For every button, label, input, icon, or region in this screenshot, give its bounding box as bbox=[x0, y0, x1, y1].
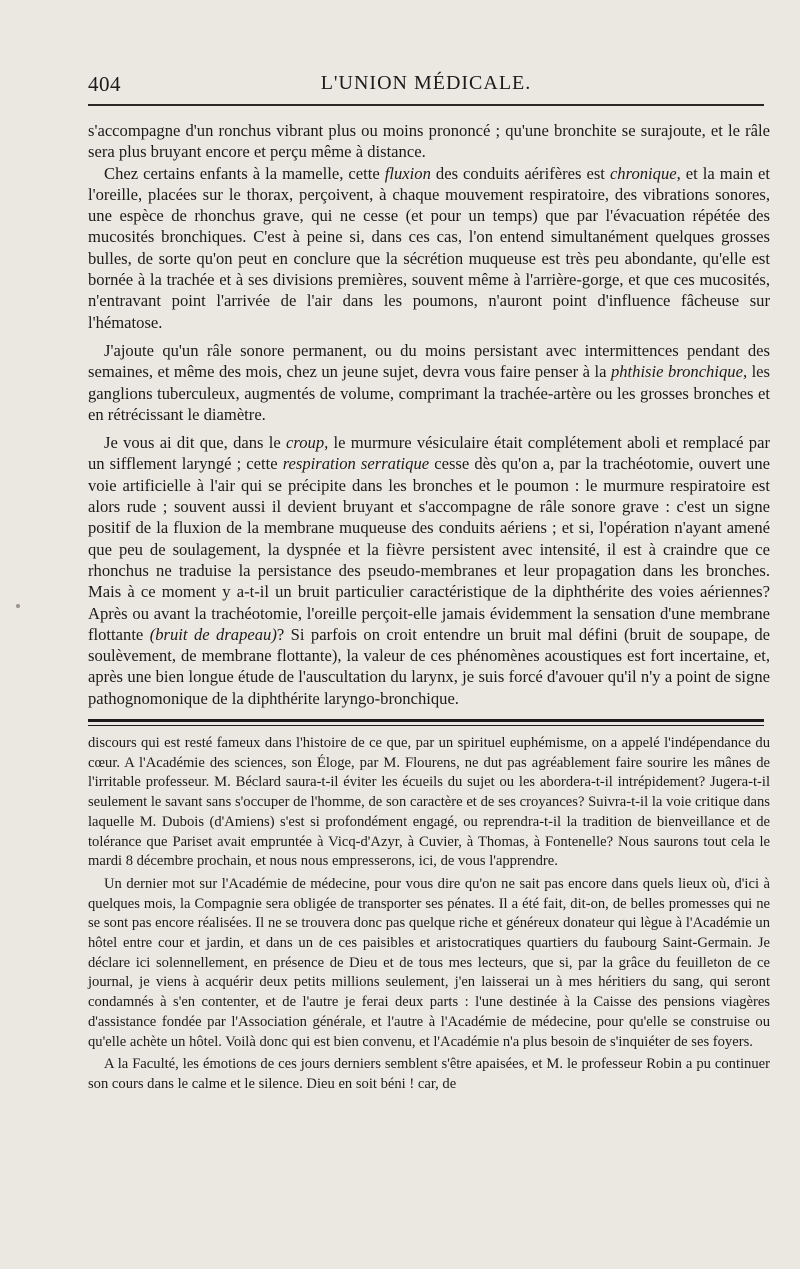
running-title: L'UNION MÉDICALE. bbox=[320, 72, 532, 94]
ink-blot bbox=[16, 604, 20, 608]
feuilleton-paragraph-3: A la Faculté, les émotions de ces jours derniers semblent s'être apaisées, et M. le professeur Robin a pu continuer son cours dans le calme et le silence. Dieu en soit béni ! car, de bbox=[88, 1056, 770, 1092]
page-header bbox=[88, 60, 764, 98]
paragraph-1: s'accompagne d'un ronchus vibrant plus ou moins prononcé ; qu'une bronchite se surajoute, et le râle sera plus bruyant encore et perçu même à distance. bbox=[88, 121, 770, 162]
feuilleton-rule bbox=[88, 719, 764, 726]
feuilleton-text bbox=[88, 734, 770, 1095]
header-rule bbox=[88, 104, 764, 106]
page-number: 404 bbox=[88, 72, 121, 96]
paragraph-4: Je vous ai dit que, dans le croup, le murmure vésiculaire était complétement aboli et remplacé par un sifflement laryngé ; cette respiration serratique cesse dès qu'on a, par la trachéotomie, ouvert une voie artificielle à l'air qui se précipite dans les bronches et le poumon : le murmure respiratoire est alors rude ; souvent aussi il devient bruyant et s'accompagne de râle sonore grave : c'est un signe positif de la fluxion de la membrane muqueuse des conduits aériens ; et si, l'opération n'ayant amené que peu de soulagement, la dyspnée et la fièvre persistent avec intensité, il est à craindre que ce rhonchus ne traduise la persistance des pseudo-membranes et leur propagation dans les bronches. Mais à ce moment y a-t-il un bruit particulier caractéristique de la diphthérite des voies aériennes? Après ou avant la trachéotomie, l'oreille perçoit-elle jamais évidemment la sensation d'une membrane flottante (bruit de drapeau)? Si parfois on croit entendre un bruit mal défini (bruit de soupape, de soulèvement, de membrane flottante), la valeur de ces phénomènes acoustiques est fort incertaine, et, après une bien longue étude de l'auscultation du larynx, je suis forcé d'avouer qu'il n'y a point de signe pathognomonique de la diphthérite laryngo-bronchique. bbox=[88, 433, 771, 708]
main-text bbox=[88, 120, 770, 709]
paragraph-2: Chez certains enfants à la mamelle, cette fluxion des conduits aérifères est chronique, et la main et l'oreille, placées sur le thorax, perçoivent, à chaque mouvement respiratoire, des vibrations sonores, une espèce de rhonchus grave, qui ne cesse (et pour un temps) que par l'évacuation répétée des mucosités bronchiques. C'est à peine si, dans ces cas, l'on entend simultanément quelques grosses bulles, de sorte qu'on peut en conclure que la sécrétion muqueuse est très peu abondante, qu'elle est bornée à la trachée et à ses divisions premières, souvent même à l'arrière-gorge, et que ces mucosités, n'entravant point l'arrivée de l'air dans les poumons, n'auront point d'influence fâcheuse sur l'hématose. bbox=[88, 163, 770, 332]
paragraph-3: J'ajoute qu'un râle sonore permanent, ou du moins persistant avec intermittences pendant des semaines, et même des mois, chez un jeune sujet, devra vous faire penser à la phthisie bronchique, les ganglions tuberculeux, augmentés de volume, comprimant la trachée-artère ou les grosses bronches et en rétrécissant le diamètre. bbox=[88, 340, 771, 424]
feuilleton-paragraph-2: Un dernier mot sur l'Académie de médecine, pour vous dire qu'on ne sait pas encore dans quels lieux où, d'ici à quelques mois, la Compagnie sera obligée de transporter ses pénates. Il a été fait, dit-on, de belles promesses qui ne se sont pas encore réalisées. Il ne se trouvera donc pas quelque riche et généreux donateur qui lègue à l'Académie un hôtel entre cour et jardin, et dans un de ces paisibles et aristocratiques quartiers du faubourg Saint-Germain. Je déclare ici solennellement, en présence de Dieu et de tous mes lecteurs, que si, par la grâce du feuilleton de ce journal, je viens à acquérir deux petits millions seulement, j'en laisserai un à mes héritiers du sang, qui seront condamnés à s'en contenter, et de l'autre je ferai deux parts : l'une destinée à la Caisse des pensions viagères d'assistance fondée par l'Association générale, et l'autre à l'Académie de médecine, pour qu'elle se construise ou qu'elle achète un hôtel. Voilà donc qui est bien convenu, et l'Académie n'a plus besoin de s'inquiéter de ses foyers. bbox=[88, 875, 770, 1050]
feuilleton-paragraph-1: discours qui est resté fameux dans l'histoire de ce que, par un spirituel euphémisme, on a appelé l'indépendance du cœur. A l'Académie des sciences, son Éloge, par M. Flourens, ne dut pas agréablement faire sourire les mânes de l'irritable professeur. M. Béclard saura-t-il éviter les écueils du sujet ou les abordera-t-il intrépidement? Jugera-t-il seulement le savant sans s'occuper de l'homme, de son caractère et de ses croyances? Suivra-t-il la voie critique dans laquelle M. Dubois (d'Amiens) s'est si profondément engagé, ou reprendra-t-il la tradition de bienveillance et de tolérance que Pariset avait empruntée à Vicq-d'Azyr, à Cuvier, à Thomas, à Fontenelle? Nous saurons tout cela le mardi 8 décembre prochain, et nous nous empresserons, ici, de vous l'apprendre. bbox=[88, 735, 770, 870]
